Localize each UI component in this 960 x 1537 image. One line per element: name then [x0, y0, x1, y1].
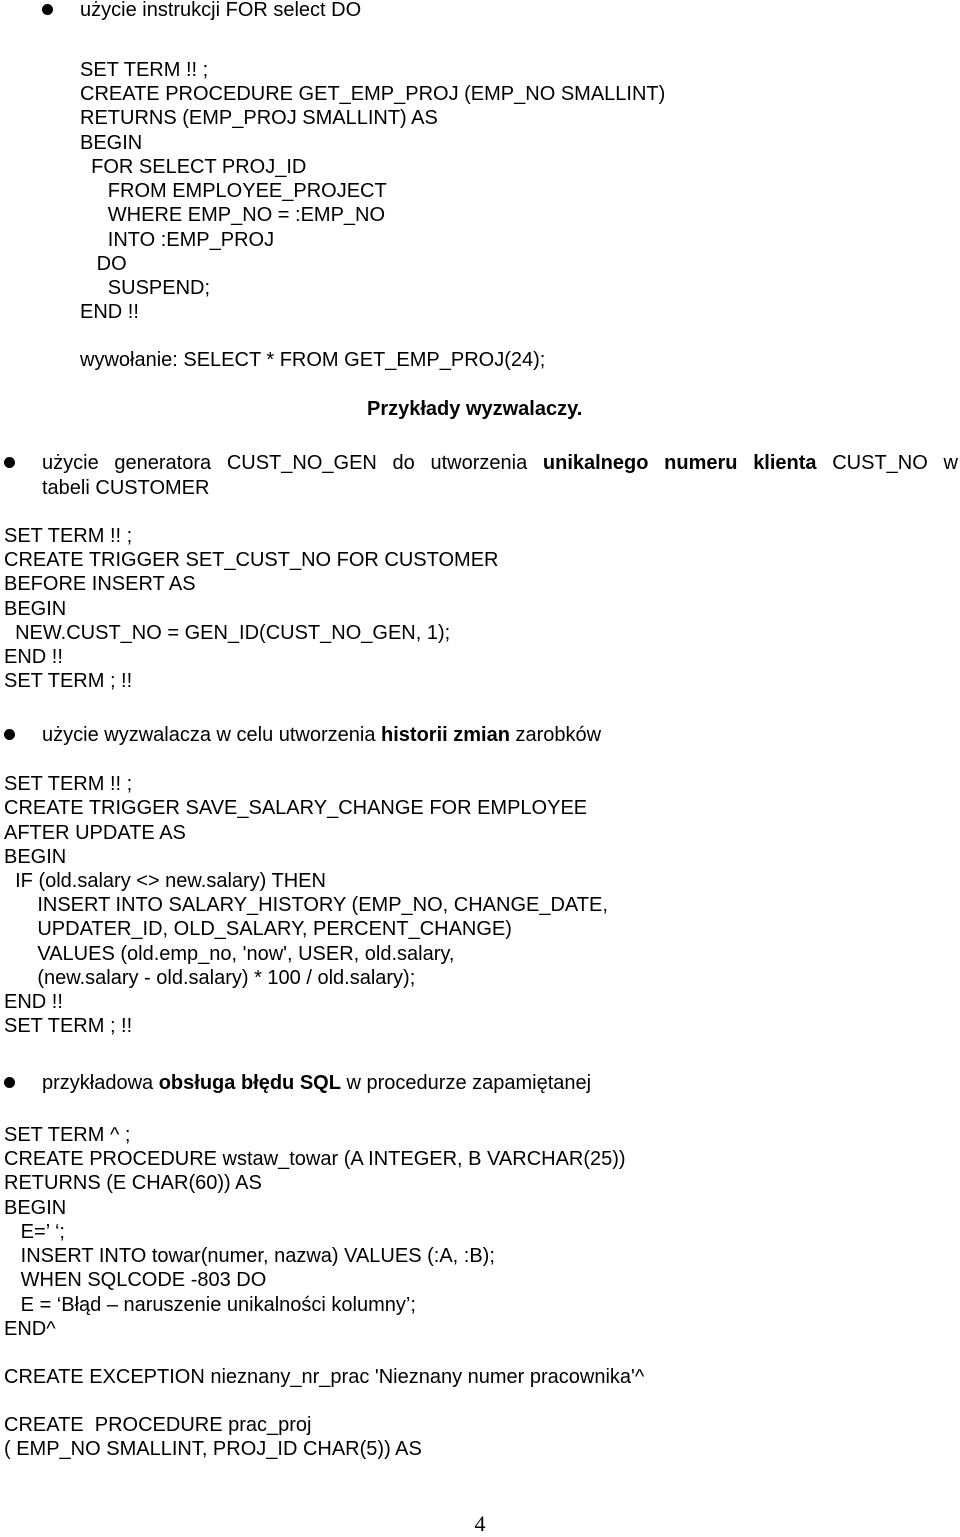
- code-line: IF (old.salary <> new.salary) THEN: [4, 870, 326, 892]
- code-line-exception: CREATE EXCEPTION nieznany_nr_prac 'Nieznany numer pracownika'^: [4, 1366, 645, 1388]
- word: CUST_NO_GEN: [226, 452, 377, 474]
- bullet-text: [42, 1071, 591, 1095]
- code-line: END !!: [4, 646, 63, 668]
- word: do: [392, 452, 415, 474]
- code-line: (new.salary - old.salary) * 100 / old.salary);: [4, 967, 416, 989]
- code-line: SET TERM !! ;: [80, 59, 209, 81]
- code-line: SET TERM !! ;: [4, 525, 133, 547]
- code-line: SET TERM ^ ;: [4, 1124, 131, 1146]
- bullet-text: [42, 451, 958, 475]
- code-line: CREATE PROCEDURE GET_EMP_PROJ (EMP_NO SMALLINT): [80, 83, 666, 105]
- code-line: SET TERM ; !!: [4, 670, 133, 692]
- section-heading: Przykłady wyzwalaczy.: [367, 398, 583, 420]
- text-run-bold: historii zmian: [381, 724, 510, 746]
- bullet-icon: [4, 457, 15, 468]
- code-line: BEGIN: [4, 846, 67, 868]
- code-line: AFTER UPDATE AS: [4, 822, 186, 844]
- word: użycie: [42, 452, 99, 474]
- code-line: RETURNS (E CHAR(60)) AS: [4, 1172, 262, 1194]
- word: w: [943, 452, 958, 474]
- code-line: INSERT INTO SALARY_HISTORY (EMP_NO, CHANGE_DATE,: [4, 894, 608, 916]
- code-line: FROM EMPLOYEE_PROJECT: [80, 180, 387, 202]
- word: CUST_NO: [832, 452, 928, 474]
- code-line: E = ‘Błąd – naruszenie unikalności kolumny’;: [4, 1294, 416, 1316]
- text-run: w procedurze zapamiętanej: [340, 1072, 592, 1094]
- bullet-text: użycie instrukcji FOR select DO: [80, 0, 362, 21]
- code-line: CREATE TRIGGER SET_CUST_NO FOR CUSTOMER: [4, 549, 499, 571]
- code-line: SUSPEND;: [80, 277, 211, 299]
- word-bold: unikalnego: [542, 452, 649, 474]
- text-run-bold: obsługa błędu SQL: [158, 1072, 341, 1094]
- text-run: zarobków: [509, 724, 602, 746]
- code-line: SET TERM ; !!: [4, 1015, 133, 1037]
- code-line: WHERE EMP_NO = :EMP_NO: [80, 204, 386, 226]
- page-number: 4: [474, 1511, 486, 1536]
- code-line: CREATE PROCEDURE prac_proj: [4, 1414, 312, 1436]
- bullet-icon: [42, 4, 53, 15]
- code-line: END^: [4, 1318, 56, 1340]
- code-line: BEFORE INSERT AS: [4, 573, 196, 595]
- code-line: DO: [80, 253, 127, 275]
- code-line: UPDATER_ID, OLD_SALARY, PERCENT_CHANGE): [4, 918, 512, 940]
- bullet-text: [42, 723, 601, 747]
- code-line: BEGIN: [80, 132, 143, 154]
- code-line: CREATE TRIGGER SAVE_SALARY_CHANGE FOR EMPLOYEE: [4, 797, 588, 819]
- code-line: BEGIN: [4, 598, 67, 620]
- code-line: E=’ ‘;: [4, 1221, 65, 1243]
- text-run: przykładowa: [42, 1072, 159, 1094]
- word: utworzenia: [430, 452, 528, 474]
- code-line: NEW.CUST_NO = GEN_ID(CUST_NO_GEN, 1);: [4, 622, 451, 644]
- code-line: END !!: [80, 301, 139, 323]
- code-line: FOR SELECT PROJ_ID: [80, 156, 307, 178]
- word: generatora: [114, 452, 212, 474]
- code-line: VALUES (old.emp_no, 'now', USER, old.salary,: [4, 943, 455, 965]
- code-line: SET TERM !! ;: [4, 773, 133, 795]
- code-line: INTO :EMP_PROJ: [80, 229, 275, 251]
- call-example: wywołanie: SELECT * FROM GET_EMP_PROJ(24);: [80, 349, 546, 371]
- code-line: WHEN SQLCODE -803 DO: [4, 1269, 267, 1291]
- code-line: INSERT INTO towar(numer, nazwa) VALUES (:A, :B);: [4, 1245, 495, 1267]
- code-line: ( EMP_NO SMALLINT, PROJ_ID CHAR(5)) AS: [4, 1438, 422, 1460]
- code-line: END !!: [4, 991, 63, 1013]
- text-run: użycie wyzwalacza w celu utworzenia: [42, 724, 382, 746]
- code-line: BEGIN: [4, 1197, 67, 1219]
- word-bold: numeru: [664, 452, 738, 474]
- bullet-icon: [4, 729, 15, 740]
- bullet-icon: [4, 1077, 15, 1088]
- bullet-text-continuation: tabeli CUSTOMER: [42, 477, 210, 499]
- code-line: RETURNS (EMP_PROJ SMALLINT) AS: [80, 107, 438, 129]
- word-bold: klienta: [753, 452, 817, 474]
- code-line: CREATE PROCEDURE wstaw_towar (A INTEGER, B VARCHAR(25)): [4, 1148, 626, 1170]
